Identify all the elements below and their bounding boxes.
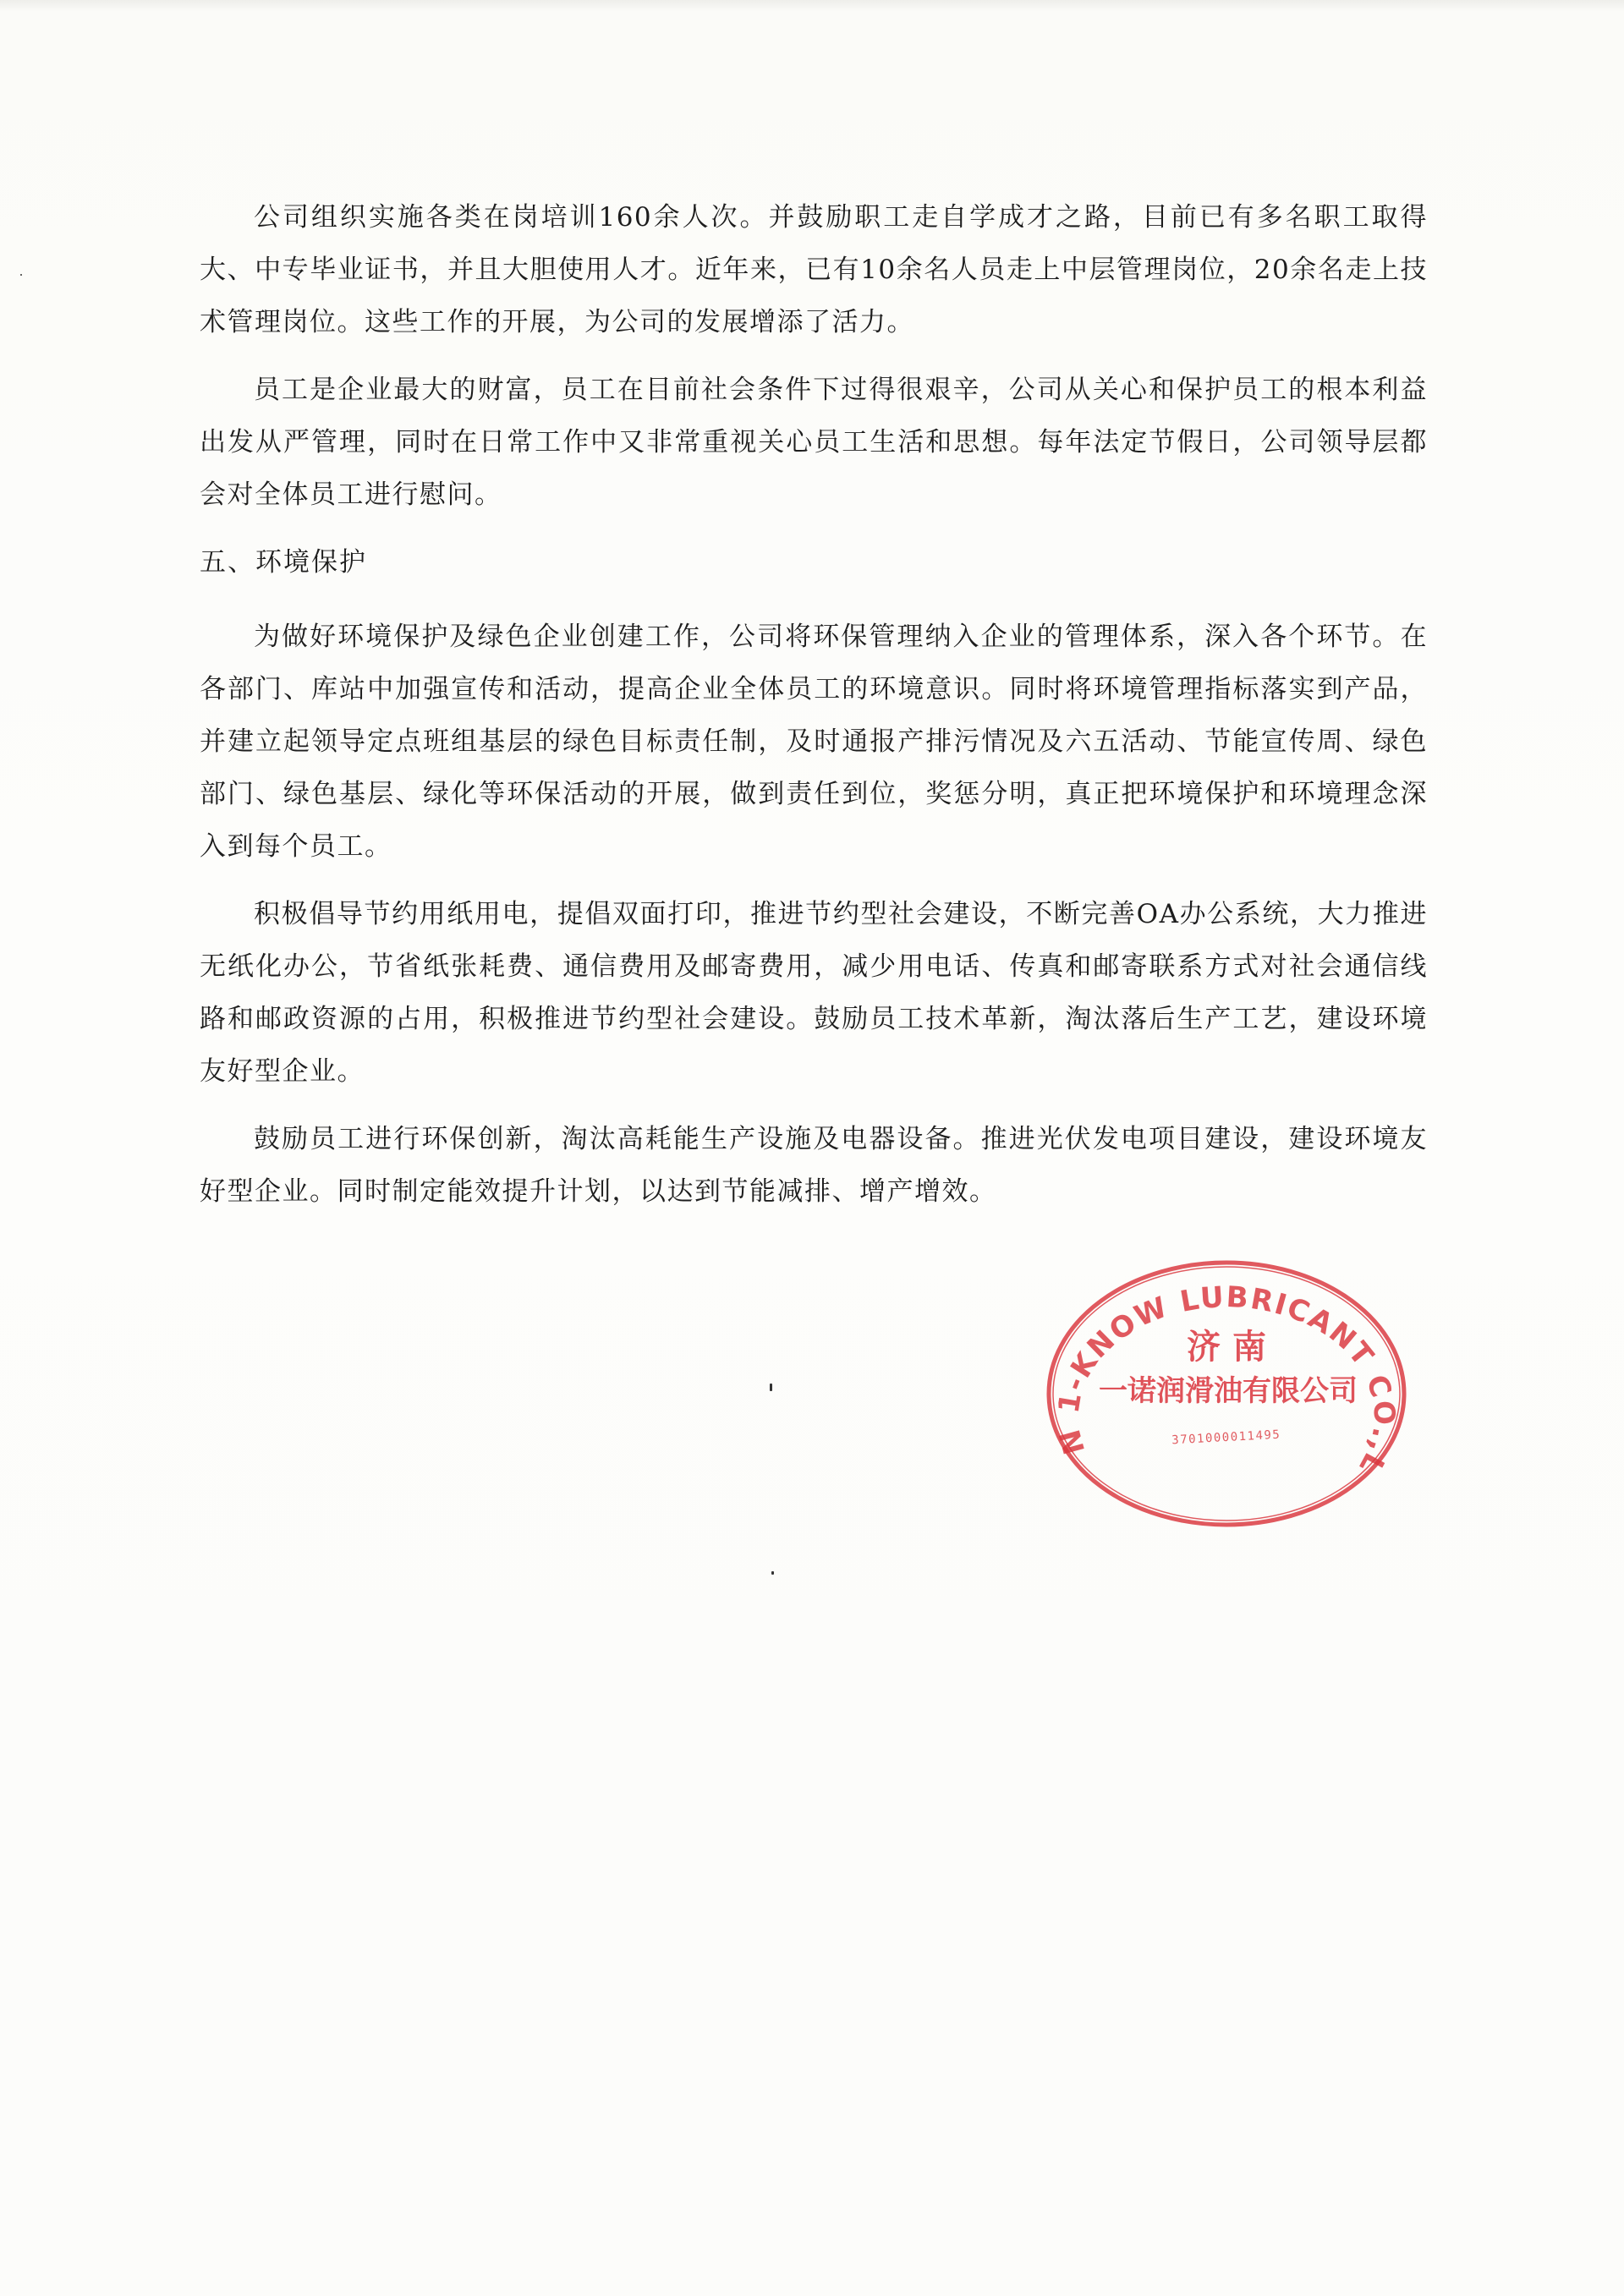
paragraph-training: 公司组织实施各类在岗培训160余人次。并鼓励职工走自学成才之路，目前已有多名职工取得大、中专毕业证书，并且大胆使用人才。近年来，已有10余名人员走上中层管理岗位，20余名走上技术管理岗位。这些工作的开展，为公司的发展增添了活力。 bbox=[200, 202, 1428, 337]
paragraph-environment: 为做好环境保护及绿色企业创建工作，公司将环保管理纳入企业的管理体系，深入各个环节。在各部门、库站中加强宣传和活动，提高企业全体员工的环境意识。同时将环境管理指标落实到产品，并建立起领导定点班组基层的绿色目标责任制，及时通报产排污情况及六五活动、节能宣传周、绿色部门、绿色基层、绿化等环保活动的开展，做到责任到位，奖惩分明，真正把环境保护和环境理念深入到每个员工。 bbox=[200, 622, 1428, 862]
seal-outer-text: N 1-KNOW LUBRICANT CO.,L bbox=[1051, 1280, 1402, 1477]
paragraph-employees: 员工是企业最大的财富，员工在目前社会条件下过得很艰辛，公司从关心和保护员工的根本利益出发从严管理，同时在日常工作中又非常重视关心员工生活和思想。每年法定节假日，公司领导层都会对全体员工进行慰问。 bbox=[200, 375, 1428, 510]
document-body bbox=[200, 191, 1428, 1233]
scan-speck bbox=[20, 274, 22, 276]
paragraph-innovation: 鼓励员工进行环保创新，淘汰高耗能生产设施及电器设备。推进光伏发电项目建设，建设环境友好型企业。同时制定能效提升计划，以达到节能减排、增产增效。 bbox=[200, 1124, 1428, 1207]
seal-city: 济 南 bbox=[1187, 1327, 1266, 1367]
company-seal-graphic bbox=[1040, 1250, 1413, 1537]
company-seal bbox=[1040, 1250, 1413, 1537]
scan-speck bbox=[770, 1384, 772, 1391]
scan-speck bbox=[771, 1571, 774, 1575]
paragraph-paper-saving: 积极倡导节约用纸用电，提倡双面打印，推进节约型社会建设，不断完善OA办公系统，大力推进无纸化办公，节省纸张耗费、通信费用及邮寄费用，减少用电话、传真和邮寄联系方式对社会通信线路和邮政资源的占用，积极推进节约型社会建设。鼓励员工技术革新，淘汰落后生产工艺，建设环境友好型企业。 bbox=[200, 899, 1428, 1087]
scan-edge bbox=[0, 0, 1624, 12]
seal-company-name: 一诺润滑油有限公司 bbox=[1099, 1374, 1358, 1408]
section-heading: 五、环境保护 bbox=[200, 547, 367, 578]
seal-number: 3701000011495 bbox=[1171, 1427, 1281, 1448]
